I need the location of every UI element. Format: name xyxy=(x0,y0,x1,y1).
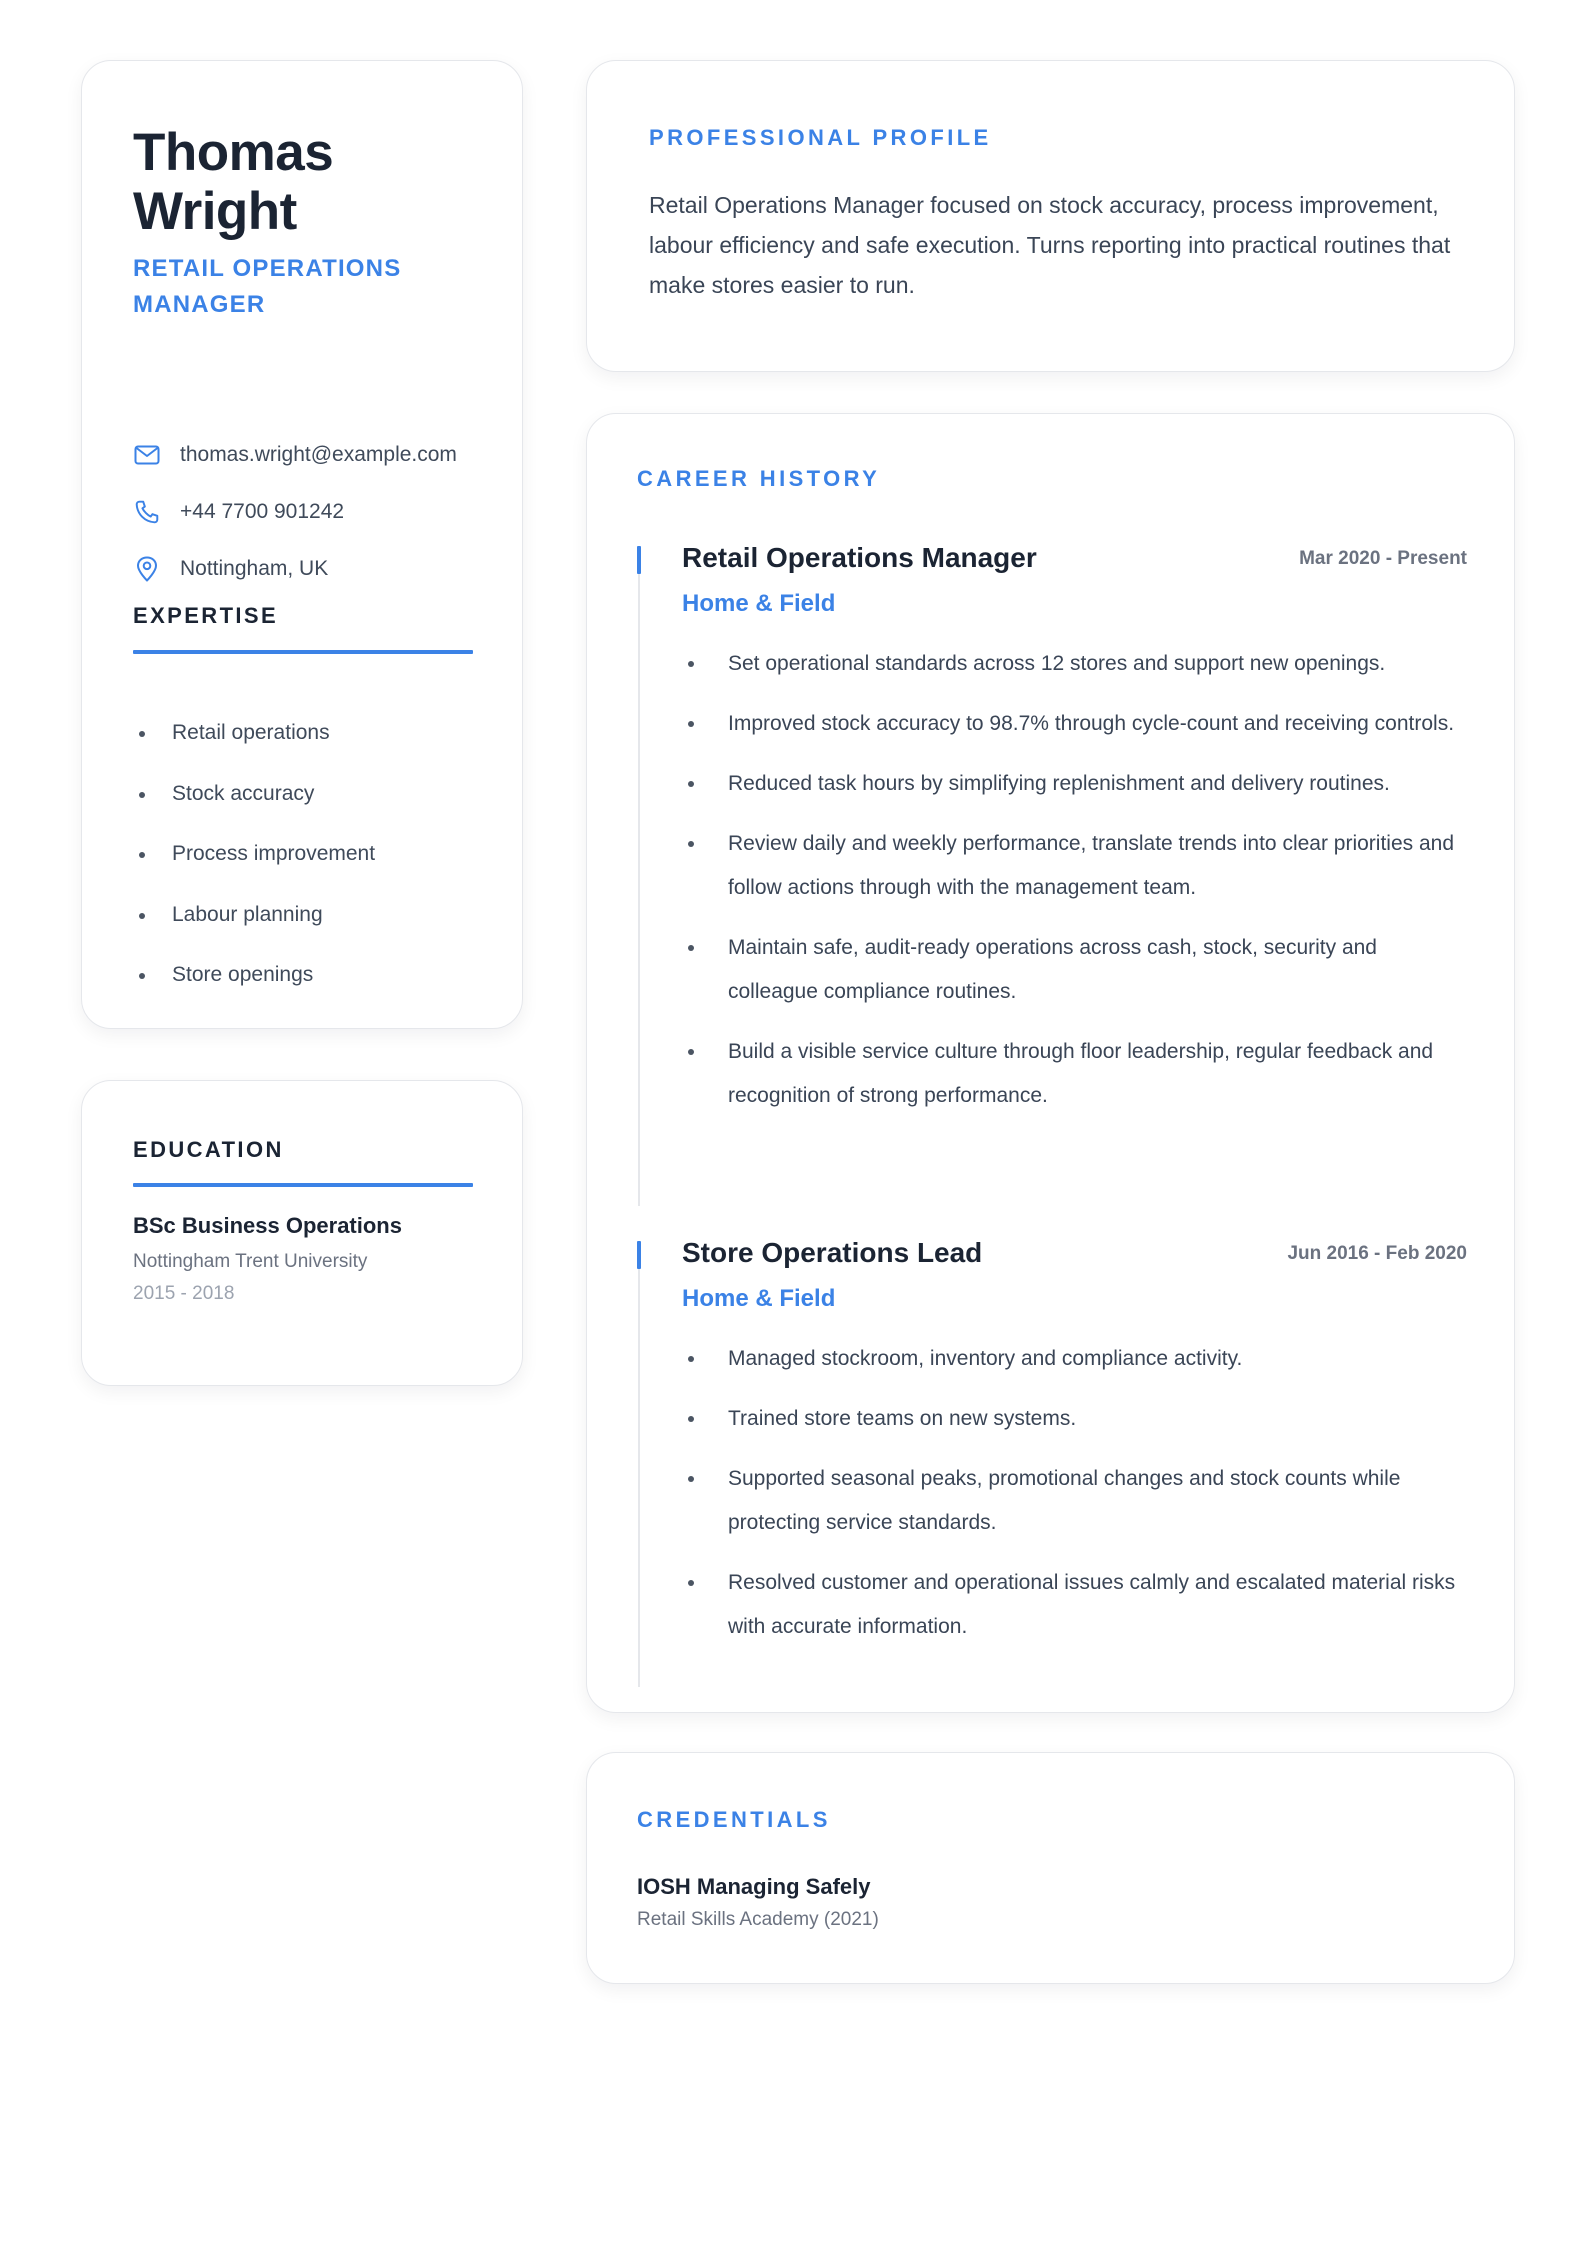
list-item xyxy=(133,782,473,843)
bullet-text: Trained store teams on new systems. xyxy=(728,1407,1077,1430)
credential-title: IOSH Managing Safely xyxy=(637,1874,871,1899)
bullet-text: Managed stockroom, inventory and compliance activity. xyxy=(728,1347,1243,1370)
list-item xyxy=(682,702,1462,746)
education-heading: EDUCATION xyxy=(133,1137,284,1162)
list-item xyxy=(682,762,1462,806)
sidebar-card xyxy=(81,60,523,1029)
education-rule xyxy=(133,1183,473,1187)
career-card xyxy=(586,413,1515,1713)
bullet-text: Improved stock accuracy to 98.7% through cycle-count and receiving controls. xyxy=(728,712,1455,735)
bullet-text: Maintain safe, audit-ready operations across cash, stock, security and colleague compliance routines. xyxy=(728,936,1377,1003)
list-item xyxy=(133,963,473,1024)
job-title: Retail Operations Manager xyxy=(682,542,1037,573)
list-item xyxy=(682,1030,1462,1118)
skill-label: Labour planning xyxy=(172,902,323,926)
bullet-text: Supported seasonal peaks, promotional changes and stock counts while protecting service standards. xyxy=(728,1467,1401,1534)
mail-icon xyxy=(133,441,161,469)
contact-email[interactable] xyxy=(133,438,457,472)
job-bullets xyxy=(682,642,1462,1134)
skill-label: Stock accuracy xyxy=(172,781,315,805)
person-name: Thomas Wright xyxy=(133,123,334,241)
timeline-marker xyxy=(637,1241,641,1269)
education-card xyxy=(81,1080,523,1386)
bullet-dot xyxy=(688,841,694,847)
email-text: thomas.wright@example.com xyxy=(180,443,457,466)
job-dates: Jun 2016 - Feb 2020 xyxy=(1287,1243,1467,1264)
list-item xyxy=(682,642,1462,686)
list-item xyxy=(682,1337,1462,1381)
phone-text: +44 7700 901242 xyxy=(180,500,345,523)
location-text: Nottingham, UK xyxy=(180,557,329,580)
bullet-text: Build a visible service culture through floor leadership, regular feedback and recognition of strong performance. xyxy=(728,1040,1434,1107)
education-years: 2015 - 2018 xyxy=(133,1283,235,1304)
profile-heading: PROFESSIONAL PROFILE xyxy=(649,125,992,150)
skill-label: Retail operations xyxy=(172,721,330,744)
bullet-dot xyxy=(688,781,694,787)
list-item xyxy=(682,1397,1462,1441)
bullet-dot xyxy=(688,945,694,951)
credentials-heading: CREDENTIALS xyxy=(637,1807,831,1832)
bullet-dot xyxy=(688,721,694,727)
bullet-dot xyxy=(139,792,145,798)
bullet-dot xyxy=(139,852,145,858)
skill-label: Process improvement xyxy=(172,842,376,865)
person-title: RETAIL OPERATIONS MANAGER xyxy=(133,255,402,318)
bullet-dot xyxy=(688,1416,694,1422)
job-dates: Mar 2020 - Present xyxy=(1299,548,1467,569)
bullet-text: Set operational standards across 12 stores and support new openings. xyxy=(728,652,1386,675)
bullet-dot xyxy=(688,1049,694,1055)
bullet-text: Review daily and weekly performance, translate trends into clear priorities and follow actions through with the management team. xyxy=(728,832,1455,899)
map-pin-icon xyxy=(133,555,161,583)
phone-icon xyxy=(133,498,161,526)
bullet-text: Resolved customer and operational issues calmly and escalated material risks with accurate information. xyxy=(728,1571,1456,1638)
list-item xyxy=(133,903,473,964)
list-item xyxy=(682,1457,1462,1545)
bullet-dot xyxy=(688,661,694,667)
list-item xyxy=(133,721,473,782)
credentials-card xyxy=(586,1752,1515,1984)
bullet-dot xyxy=(688,1356,694,1362)
job-title: Store Operations Lead xyxy=(682,1237,983,1268)
bullet-dot xyxy=(139,913,145,919)
school-name: Nottingham Trent University xyxy=(133,1251,368,1272)
list-item xyxy=(682,926,1462,1014)
expertise-heading: EXPERTISE xyxy=(133,603,279,628)
skill-label: Store openings xyxy=(172,963,314,986)
profile-summary: Retail Operations Manager focused on stock accuracy, process improvement, labour efficiency and safe execution. Turns reporting into practical routines that make stores easier to run. xyxy=(649,192,1451,298)
credential-issuer: Retail Skills Academy (2021) xyxy=(637,1909,879,1930)
bullet-dot xyxy=(688,1580,694,1586)
timeline-line xyxy=(638,574,640,1206)
job-bullets xyxy=(682,1337,1462,1665)
timeline-marker xyxy=(637,546,641,574)
expertise-list xyxy=(133,721,473,1024)
timeline-line xyxy=(638,1269,640,1687)
bullet-dot xyxy=(139,731,145,737)
expertise-rule xyxy=(133,650,473,654)
list-item xyxy=(682,1561,1462,1649)
list-item xyxy=(133,842,473,903)
degree-title: BSc Business Operations xyxy=(133,1213,402,1238)
contact-location xyxy=(133,552,328,586)
career-heading: CAREER HISTORY xyxy=(637,466,881,491)
profile-card xyxy=(586,60,1515,372)
bullet-dot xyxy=(139,973,145,979)
contact-phone[interactable] xyxy=(133,495,344,529)
bullet-text: Reduced task hours by simplifying replenishment and delivery routines. xyxy=(728,772,1390,795)
job-company: Home & Field xyxy=(682,590,836,617)
job-company: Home & Field xyxy=(682,1285,836,1312)
bullet-dot xyxy=(688,1476,694,1482)
list-item xyxy=(682,822,1462,910)
